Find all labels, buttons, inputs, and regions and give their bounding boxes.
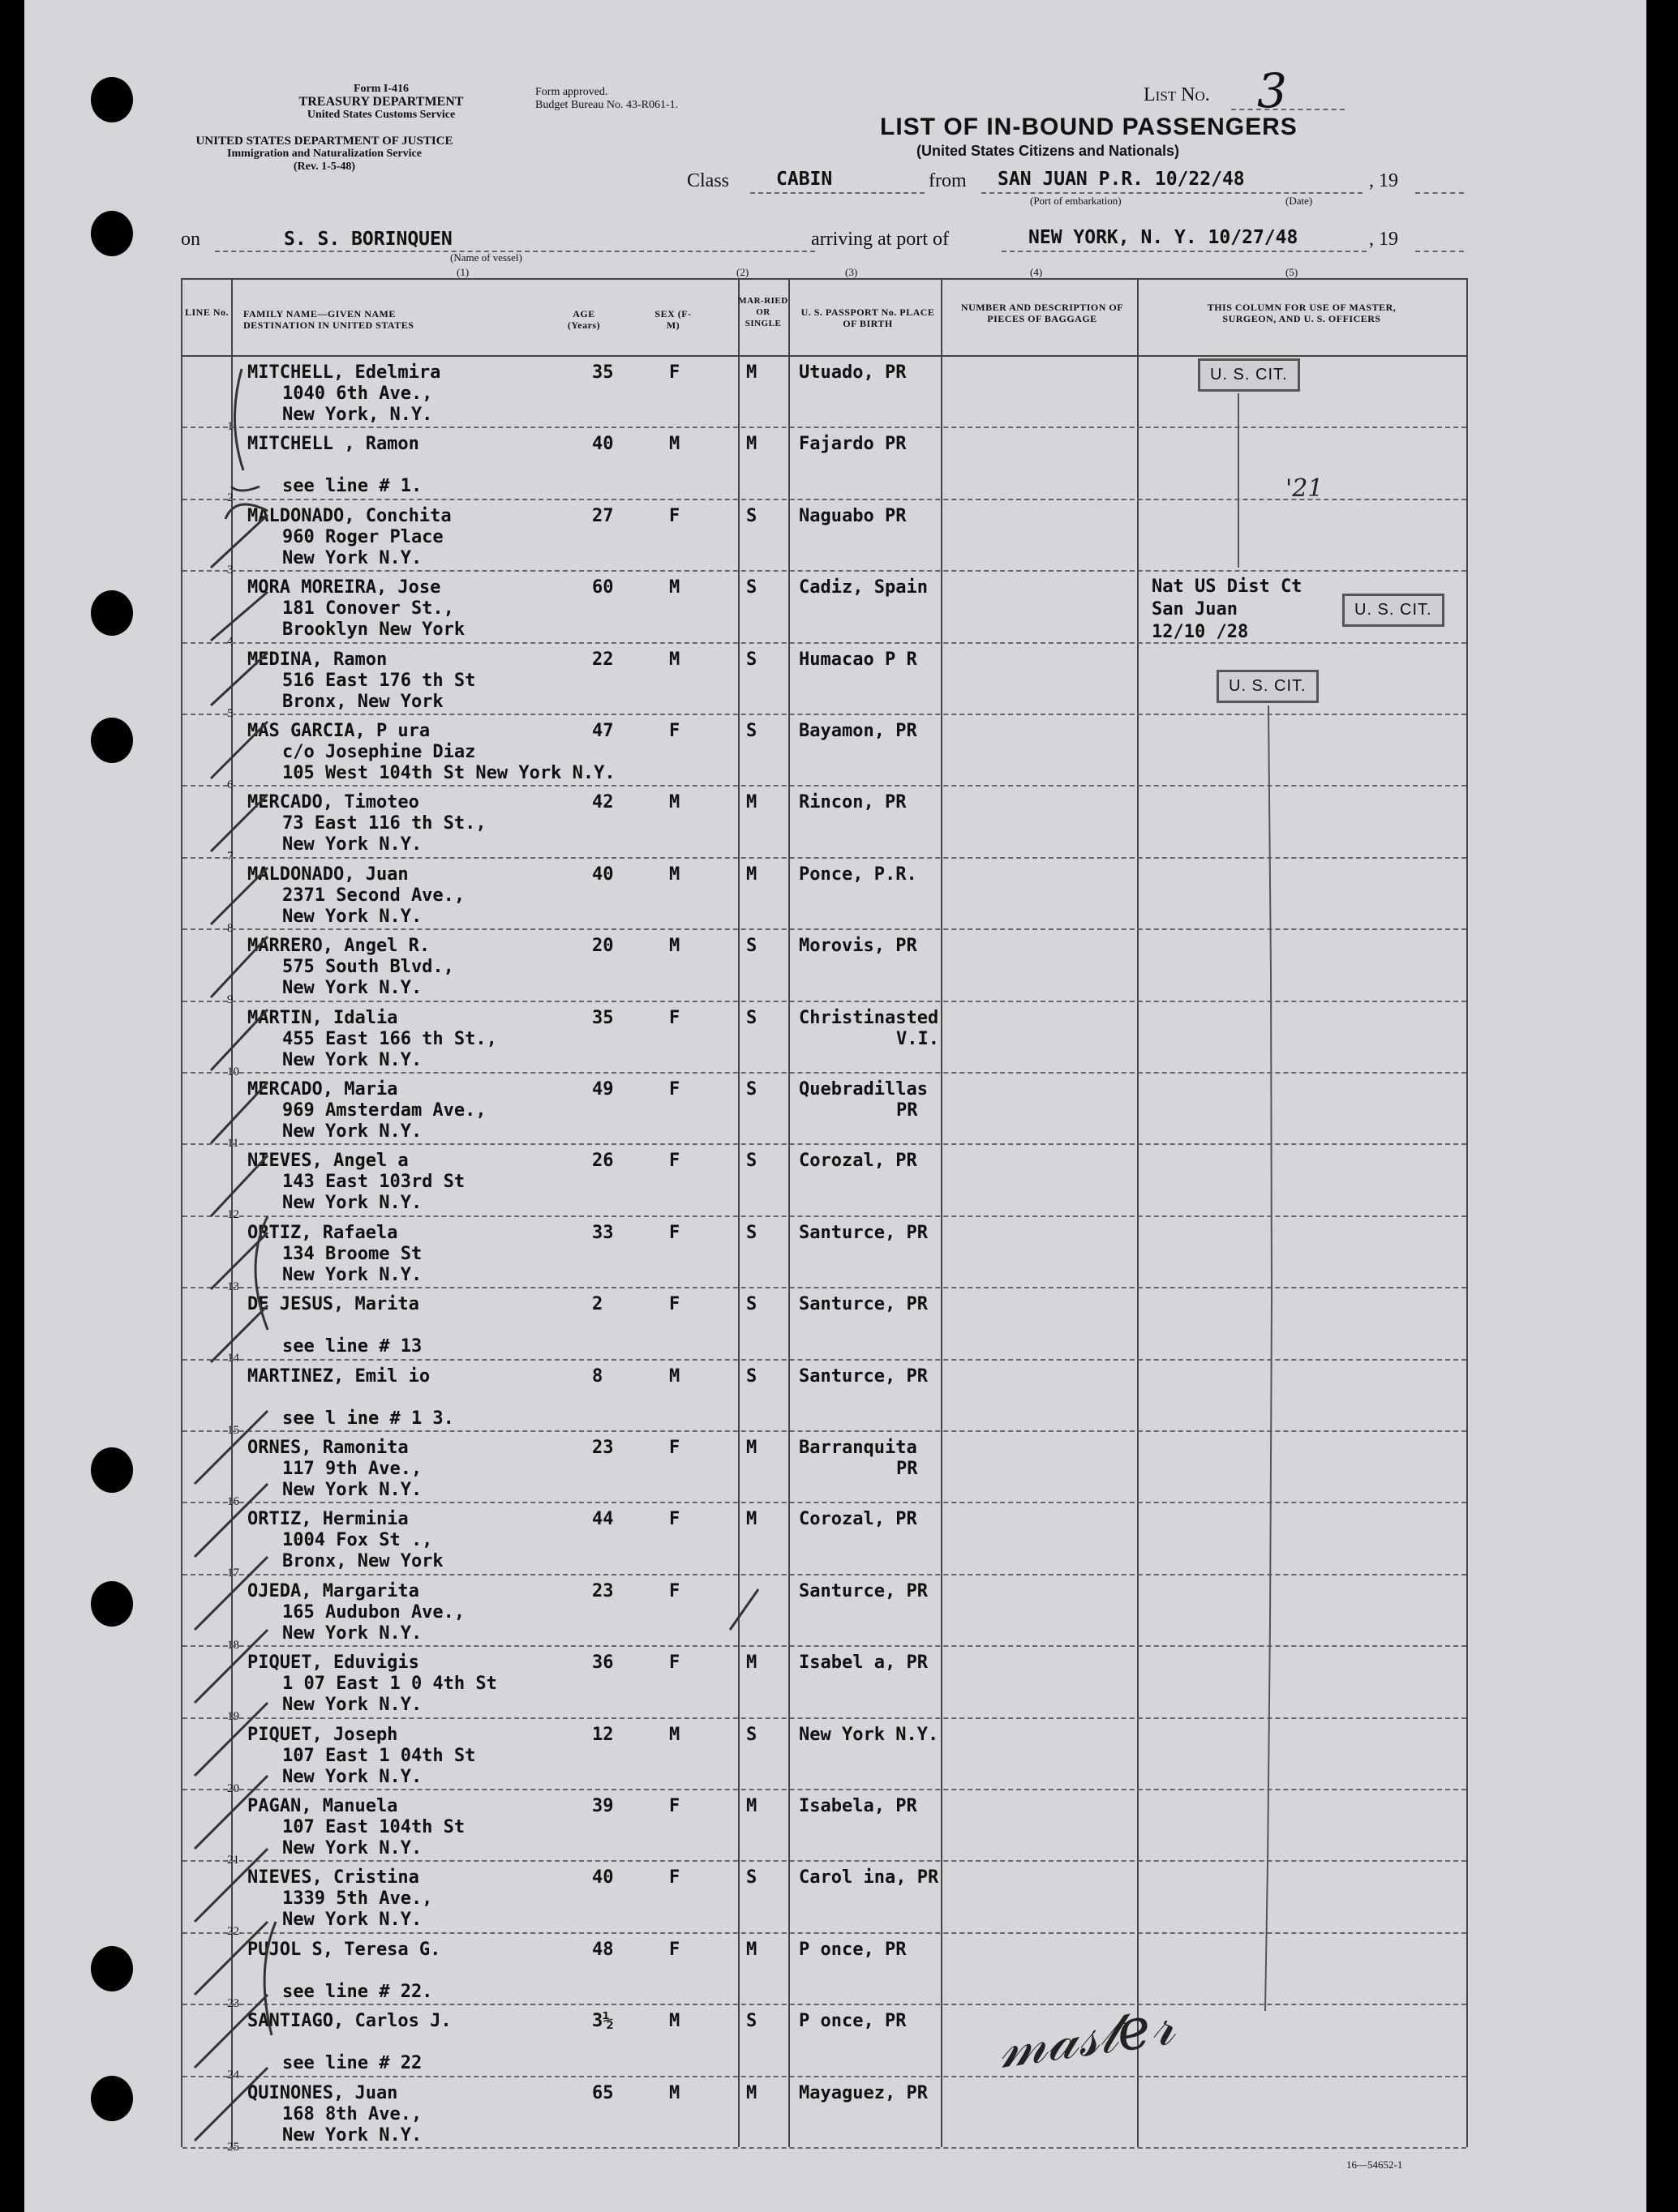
passenger-name: MARTIN, Idalia (247, 1007, 398, 1028)
passenger-address-2: New York, N.Y. (282, 405, 433, 425)
year-label-2: , 19 (1369, 229, 1398, 250)
passenger-address-1: 960 Roger Place (282, 526, 444, 547)
passenger-marital: S (746, 1724, 757, 1745)
page-title: LIST OF IN-BOUND PASSENGERS (880, 114, 1298, 140)
passenger-birthplace: New York N.Y. (799, 1724, 939, 1745)
passenger-address-2: New York N.Y. (282, 1121, 423, 1142)
passenger-birthplace-2: PR (896, 1100, 918, 1121)
passenger-sex: M (669, 1365, 680, 1387)
row-line-number: 14 (227, 1352, 239, 1365)
from-value: SAN JUAN P.R. 10/22/48 (998, 169, 1245, 190)
passenger-sex: F (669, 1222, 680, 1243)
col-number-2: (2) (736, 266, 749, 278)
passenger-address-2: New York N.Y. (282, 1695, 423, 1716)
passenger-address-2: see l ine # 1 3. (282, 1408, 454, 1429)
passenger-address-2: see line # 22. (282, 1981, 433, 2002)
arriving-label: arriving at port of (811, 229, 949, 250)
passenger-address-2: Brooklyn New York (282, 619, 466, 641)
row-line-number: 12 (227, 1208, 239, 1222)
on-label: on (181, 229, 200, 250)
passenger-marital: M (746, 434, 757, 455)
passenger-age: 42 (592, 792, 614, 813)
passenger-marital: S (746, 1151, 757, 1172)
passenger-age: 35 (592, 362, 614, 383)
passenger-sex: F (669, 1867, 680, 1888)
us-cit-stamp: U. S. CIT. (1342, 594, 1444, 627)
row-line-number: 1 (227, 420, 234, 433)
passenger-marital: M (746, 792, 757, 813)
passenger-birthplace: Isabela, PR (799, 1796, 917, 1816)
passenger-address-1: 107 East 1 04th St (282, 1745, 476, 1766)
date-caption: (Date) (1285, 195, 1313, 207)
passenger-address-2: Bronx, New York (282, 691, 444, 712)
passenger-address-1: 516 East 176 th St (282, 670, 476, 691)
passenger-sex: F (669, 1939, 680, 1960)
passenger-name: QUINONES, Juan (247, 2082, 398, 2103)
passenger-address-1: 143 East 103rd St (282, 1172, 466, 1193)
passenger-birthplace: Christinasted (799, 1007, 939, 1028)
form-footer-number: 16—54652-1 (1346, 2158, 1403, 2171)
passenger-address-2: New York N.Y. (282, 1264, 423, 1285)
passenger-birthplace-2: V.I. (896, 1028, 939, 1049)
passenger-sex: M (669, 649, 680, 670)
passenger-marital: S (746, 1007, 757, 1028)
passenger-address-2: New York N.Y. (282, 978, 423, 999)
list-no-value: 3 (1257, 63, 1287, 118)
passenger-name: NIEVES, Angel a (247, 1151, 409, 1172)
passenger-birthplace: Carol ina, PR (799, 1867, 939, 1888)
list-no-label: List No. (1144, 84, 1210, 105)
passenger-age: 35 (592, 1007, 614, 1028)
passenger-sex: F (669, 1509, 680, 1530)
passenger-birthplace: Santurce, PR (799, 1580, 928, 1601)
passenger-address-2: see line # 22 (282, 2053, 423, 2074)
pencil-lines (24, 0, 1646, 2212)
colhead-passport: U. S. PASSPORT No. PLACE OF BIRTH (800, 307, 935, 329)
passenger-address-1: 575 South Blvd., (282, 957, 454, 978)
row-line-number: 7 (227, 850, 234, 864)
row-line-number: 4 (227, 635, 234, 649)
us-cit-stamp: U. S. CIT. (1198, 358, 1300, 392)
passenger-sex: F (669, 1294, 680, 1315)
passenger-age: 44 (592, 1509, 614, 1530)
row-line-number: 3 (227, 563, 234, 577)
passenger-age: 12 (592, 1724, 614, 1745)
passenger-birthplace: Santurce, PR (799, 1294, 928, 1315)
passenger-birthplace: Morovis, PR (799, 936, 917, 957)
passenger-age: 3½ (592, 2011, 614, 2032)
passenger-sex: F (669, 1653, 680, 1674)
passenger-address-1: 969 Amsterdam Ave., (282, 1100, 487, 1121)
passenger-age: 23 (592, 1580, 614, 1601)
passenger-address-2: New York N.Y. (282, 1480, 423, 1500)
passenger-birthplace: Rincon, PR (799, 792, 907, 813)
colhead-baggage: NUMBER AND DESCRIPTION OF PIECES OF BAGGAGE (960, 302, 1124, 324)
passenger-name: ORTIZ, Herminia (247, 1509, 409, 1530)
passenger-name: PIQUET, Joseph (247, 1724, 398, 1745)
passenger-sex: M (669, 2082, 680, 2103)
passenger-marital: S (746, 1365, 757, 1387)
passenger-birthplace: P once, PR (799, 1939, 907, 1960)
passenger-name: MARTINEZ, Emil io (247, 1365, 431, 1387)
passenger-birthplace: Barranquita (799, 1438, 917, 1458)
colhead-officers: THIS COLUMN FOR USE OF MASTER, SURGEON, AND U. S. OFFICERS (1207, 302, 1397, 324)
arriving-value: NEW YORK, N. Y. 10/27/48 (1028, 227, 1298, 248)
passenger-sex: M (669, 792, 680, 813)
passenger-marital: S (746, 649, 757, 670)
col-number-3: (3) (845, 266, 858, 278)
passenger-birthplace-2: PR (896, 1459, 918, 1479)
row-line-number: 21 (227, 1854, 239, 1867)
passenger-sex: F (669, 505, 680, 526)
row-line-number: 18 (227, 1638, 239, 1652)
passenger-sex: M (669, 1724, 680, 1745)
row-line-number: 2 (227, 491, 234, 505)
passenger-birthplace: Quebradillas (799, 1079, 928, 1100)
passenger-name: ORTIZ, Rafaela (247, 1222, 398, 1243)
passenger-marital: M (746, 1939, 757, 1960)
passenger-name: PIQUET, Eduvigis (247, 1653, 419, 1674)
passenger-name: DE JESUS, Marita (247, 1294, 419, 1315)
passenger-birthplace: Santurce, PR (799, 1222, 928, 1243)
passenger-name: NIEVES, Cristina (247, 1867, 419, 1888)
passenger-address-2: New York N.Y. (282, 834, 423, 855)
passenger-sex: M (669, 434, 680, 455)
passenger-address-2: New York N.Y. (282, 1193, 423, 1214)
passenger-sex: M (669, 2011, 680, 2032)
passenger-name: MARRERO, Angel R. (247, 936, 431, 957)
colhead-name: FAMILY NAME—GIVEN NAME DESTINATION IN UNITED STATES (243, 308, 414, 331)
passenger-age: 2 (592, 1294, 603, 1315)
row-line-number: 11 (227, 1137, 239, 1150)
dept-justice-block: UNITED STATES DEPARTMENT OF JUSTICE Immigration and Naturalization Service (Rev. 1-5-48) (195, 135, 453, 173)
colhead-married: MAR-RIED OR SINGLE (738, 296, 788, 328)
passenger-sex: F (669, 1151, 680, 1172)
passenger-address-2: see line # 13 (282, 1336, 423, 1357)
form-treasury-block: Form I-416 TREASURY DEPARTMENT United States Customs Service (298, 83, 464, 121)
handwritten-signature: 𝓂𝒶𝓈𝓉𝑒𝓇 (993, 1991, 1178, 2081)
passenger-sex: M (669, 936, 680, 957)
passenger-marital: M (746, 2082, 757, 2103)
us-cit-stamp: U. S. CIT. (1217, 670, 1319, 703)
passenger-address-2: see line # 1. (282, 476, 423, 497)
passenger-sex: F (669, 1079, 680, 1100)
passenger-age: 47 (592, 721, 614, 741)
passenger-name: MITCHELL , Ramon (247, 434, 419, 455)
passenger-address-2: New York N.Y. (282, 1766, 423, 1787)
passenger-marital: M (746, 362, 757, 383)
vessel-value: S. S. BORINQUEN (284, 229, 453, 250)
from-label: from (929, 170, 967, 191)
passenger-address-2: Bronx, New York (282, 1551, 444, 1572)
manifest-page (24, 0, 1646, 2212)
passenger-address-1: 455 East 166 th St., (282, 1028, 497, 1049)
passenger-name: MORA MOREIRA, Jose (247, 577, 441, 598)
passenger-age: 49 (592, 1079, 614, 1100)
passenger-marital: S (746, 505, 757, 526)
passenger-sex: F (669, 362, 680, 383)
passenger-name: MALDONADO, Juan (247, 864, 409, 885)
row-line-number: 8 (227, 921, 234, 935)
passenger-age: 60 (592, 577, 614, 598)
page-subtitle: (United States Citizens and Nationals) (916, 143, 1180, 159)
passenger-age: 22 (592, 649, 614, 670)
passenger-marital: S (746, 721, 757, 741)
passenger-address-1: 107 East 104th St (282, 1817, 466, 1837)
passenger-name: MERCADO, Maria (247, 1079, 398, 1100)
passenger-birthplace: Corozal, PR (799, 1151, 917, 1172)
colhead-line: LINE No. (184, 307, 229, 318)
passenger-marital: S (746, 1222, 757, 1243)
passenger-name: MEDINA, Ramon (247, 649, 388, 670)
row-line-number: 23 (227, 1996, 239, 2010)
passenger-address-1: 73 East 116 th St., (282, 813, 487, 834)
passenger-address-1: c/o Josephine Diaz (282, 742, 476, 762)
passenger-sex: M (669, 577, 680, 598)
passenger-sex: F (669, 1438, 680, 1458)
passenger-sex: F (669, 1796, 680, 1816)
colhead-sex: SEX (F-M) (654, 308, 692, 331)
passenger-sex: F (669, 1580, 680, 1601)
row-line-number: 10 (227, 1065, 239, 1078)
passenger-address-2: New York N.Y. (282, 1838, 423, 1858)
form-approved-block: Form approved. Budget Bureau No. 43-R061-1. (535, 86, 679, 111)
passenger-address-2: New York N.Y. (282, 547, 423, 568)
row-line-number: 24 (227, 2068, 239, 2082)
passenger-address-2: New York N.Y. (282, 1049, 423, 1070)
passenger-age: 26 (592, 1151, 614, 1172)
passenger-marital: S (746, 1294, 757, 1315)
passenger-marital: M (746, 1509, 757, 1530)
passenger-address-1: 1339 5th Ave., (282, 1888, 433, 1910)
passenger-address-2: New York N.Y. (282, 906, 423, 927)
passenger-marital: S (746, 1867, 757, 1888)
passenger-age: 20 (592, 936, 614, 957)
passenger-birthplace: Cadiz, Spain (799, 577, 928, 598)
passenger-name: ORNES, Ramonita (247, 1438, 409, 1458)
passenger-name: MITCHELL, Edelmira (247, 362, 441, 383)
passenger-age: 36 (592, 1653, 614, 1674)
passenger-marital: M (746, 1438, 757, 1458)
passenger-address-1: 1 07 East 1 0 4th St (282, 1674, 497, 1695)
row-line-number: 19 (227, 1710, 239, 1724)
passenger-birthplace: Isabel a, PR (799, 1653, 928, 1674)
passenger-age: 40 (592, 864, 614, 885)
passenger-name: PUJOL S, Teresa G. (247, 1939, 441, 1960)
passenger-marital: S (746, 2011, 757, 2032)
row-line-number: 6 (227, 778, 234, 791)
passenger-name: MAS GARCIA, P ura (247, 721, 431, 741)
passenger-birthplace: Ponce, P.R. (799, 864, 917, 885)
year-label: , 19 (1369, 170, 1398, 191)
passenger-name: MERCADO, Timoteo (247, 792, 419, 813)
row-line-number: 5 (227, 706, 234, 720)
passenger-address-1: 1004 Fox St ., (282, 1530, 433, 1551)
class-value: CABIN (776, 169, 833, 190)
col-number-1: (1) (457, 266, 470, 278)
passenger-address-2: New York N.Y. (282, 1910, 423, 1931)
col-number-4: (4) (1030, 266, 1043, 278)
passenger-name: MALDONADO, Conchita (247, 505, 452, 526)
passenger-address-1: 117 9th Ave., (282, 1459, 423, 1479)
passenger-birthplace: Utuado, PR (799, 362, 907, 383)
passenger-age: 40 (592, 1867, 614, 1888)
row-line-number: 20 (227, 1781, 239, 1795)
passenger-sex: F (669, 1007, 680, 1028)
passenger-birthplace: Fajardo PR (799, 434, 907, 455)
passenger-marital: M (746, 1653, 757, 1674)
passenger-address-2: New York N.Y. (282, 2124, 423, 2146)
row-line-number: 16 (227, 1495, 239, 1508)
passenger-address-2: New York N.Y. (282, 1623, 423, 1644)
passenger-birthplace: Bayamon, PR (799, 721, 917, 741)
passenger-birthplace: Mayaguez, PR (799, 2082, 928, 2103)
passenger-name: PAGAN, Manuela (247, 1796, 398, 1816)
passenger-age: 8 (592, 1365, 603, 1387)
passenger-age: 33 (592, 1222, 614, 1243)
passenger-address-2: 105 West 104th St New York N.Y. (282, 763, 616, 783)
passenger-age: 48 (592, 1939, 614, 1960)
passenger-birthplace: P once, PR (799, 2011, 907, 2032)
row-line-number: 25 (227, 2140, 239, 2154)
passenger-address-1: 181 Conover St., (282, 598, 454, 619)
passenger-age: 65 (592, 2082, 614, 2103)
passenger-birthplace: Humacao P R (799, 649, 917, 670)
passenger-sex: M (669, 864, 680, 885)
passenger-marital: S (746, 1079, 757, 1100)
passenger-marital: M (746, 1796, 757, 1816)
passenger-address-1: 134 Broome St (282, 1243, 423, 1264)
col-number-5: (5) (1285, 266, 1298, 278)
port-embark-caption: (Port of embarkation) (1030, 195, 1122, 207)
passenger-name: OJEDA, Margarita (247, 1580, 419, 1601)
passenger-marital: M (746, 864, 757, 885)
passenger-age: 27 (592, 505, 614, 526)
passenger-sex: F (669, 721, 680, 741)
passenger-address-1: 1040 6th Ave., (282, 384, 433, 404)
passenger-address-1: 168 8th Ave., (282, 2103, 423, 2124)
passenger-marital: S (746, 577, 757, 598)
vessel-caption: (Name of vessel) (450, 251, 522, 264)
passenger-address-1: 2371 Second Ave., (282, 885, 466, 906)
passenger-birthplace: Corozal, PR (799, 1509, 917, 1530)
row-line-number: 15 (227, 1423, 239, 1437)
passenger-address-1: 165 Audubon Ave., (282, 1601, 466, 1623)
colhead-age: AGE (Years) (567, 308, 601, 331)
passenger-marital: S (746, 936, 757, 957)
passenger-age: 23 (592, 1438, 614, 1458)
passenger-birthplace: Santurce, PR (799, 1365, 928, 1387)
row-line-number: 13 (227, 1280, 239, 1293)
pencil-mark: '21 (1285, 474, 1324, 503)
row-line-number: 9 (227, 993, 234, 1007)
row-line-number: 17 (227, 1567, 239, 1580)
row-line-number: 22 (227, 1925, 239, 1939)
passenger-age: 39 (592, 1796, 614, 1816)
passenger-birthplace: Naguabo PR (799, 505, 907, 526)
passenger-age: 40 (592, 434, 614, 455)
class-label: Class (687, 170, 730, 191)
passenger-name: SANTIAGO, Carlos J. (247, 2011, 452, 2032)
naturalization-note: Nat US Dist Ct San Juan 12/10 /28 (1152, 577, 1302, 642)
